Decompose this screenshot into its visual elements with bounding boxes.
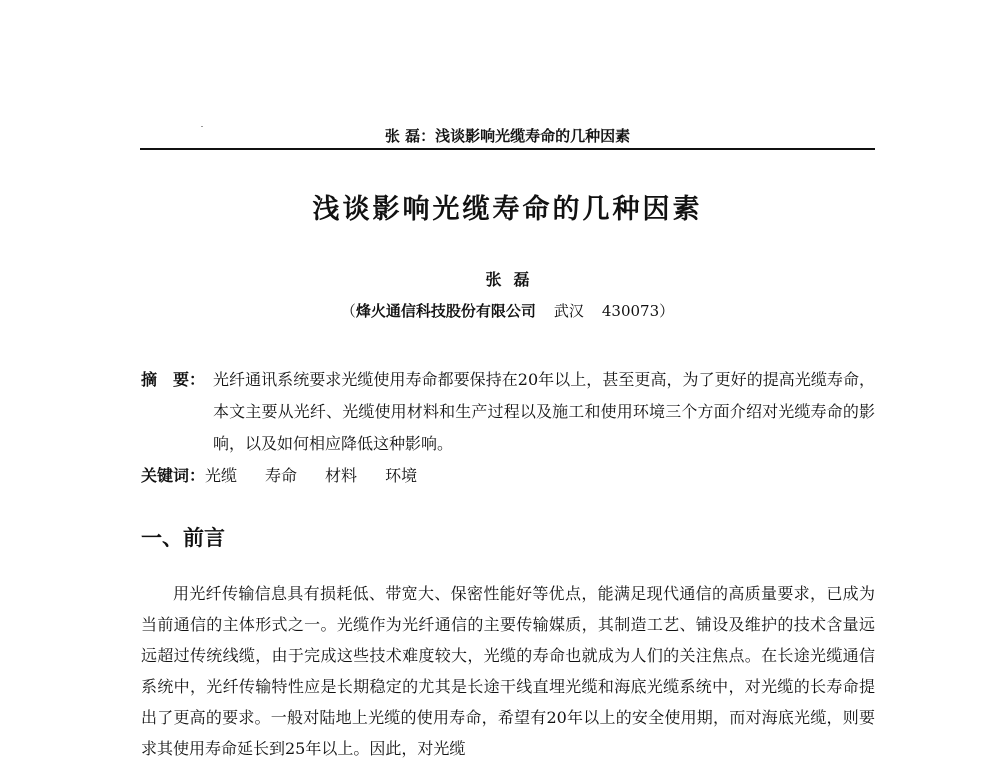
header-rule — [140, 148, 875, 150]
keyword-item: 光缆 — [205, 466, 238, 485]
abstract — [141, 364, 875, 460]
affiliation-close-paren: ） — [659, 302, 675, 320]
abstract-text: 光纤通讯系统要求光缆使用寿命都要保持在20年以上，甚至更高，为了更好的提高光缆寿命，本文主要从光纤、光缆使用材料和生产过程以及施工和使用环境三个方面介绍对光缆寿命的影响，以及如何相应降低这种影响。 — [213, 370, 875, 453]
keywords — [141, 460, 875, 492]
section-heading: 一、前言 — [141, 526, 225, 550]
paper-title: 浅谈影响光缆寿命的几种因素 — [312, 194, 703, 225]
affiliation-organization: 烽火通信科技股份有限公司 — [355, 302, 536, 320]
running-header: 张 磊：浅谈影响光缆寿命的几种因素 — [384, 127, 631, 145]
body-paragraph: 用光纤传输信息具有损耗低、带宽大、保密性能好等优点，能满足现代通信的高质量要求，已成为当前通信的主体形式之一。光缆作为光纤通信的主要传输媒质，其制造工艺、铺设及维护的技术含量远远超过传统线缆，由于完成这些技术难度较大，光缆的寿命也就成为人们的关注焦点。在长途光缆通信系统中，光纤传输特性应是长期稳定的尤其是长途干线直埋光缆和海底光缆系统中，对光缆的长寿命提出了更高的要求。一般对陆地上光缆的使用寿命，希望有20年以上的安全使用期，而对海底光缆，则要求其使用寿命延长到25年以上。因此，对光缆 — [141, 584, 875, 758]
author-name: 张磊 — [485, 270, 542, 289]
abstract-label: 摘 要： — [141, 370, 206, 389]
keyword-item: 材料 — [325, 466, 358, 485]
affiliation-postcode: 430073 — [601, 302, 660, 320]
affiliation-open-paren: （ — [340, 302, 356, 320]
affiliation-city: 武汉 — [553, 302, 584, 320]
keyword-item: 环境 — [385, 466, 418, 485]
author-affiliation — [140, 298, 875, 324]
keyword-item: 寿命 — [265, 466, 298, 485]
keywords-label: 关键词： — [141, 466, 206, 485]
